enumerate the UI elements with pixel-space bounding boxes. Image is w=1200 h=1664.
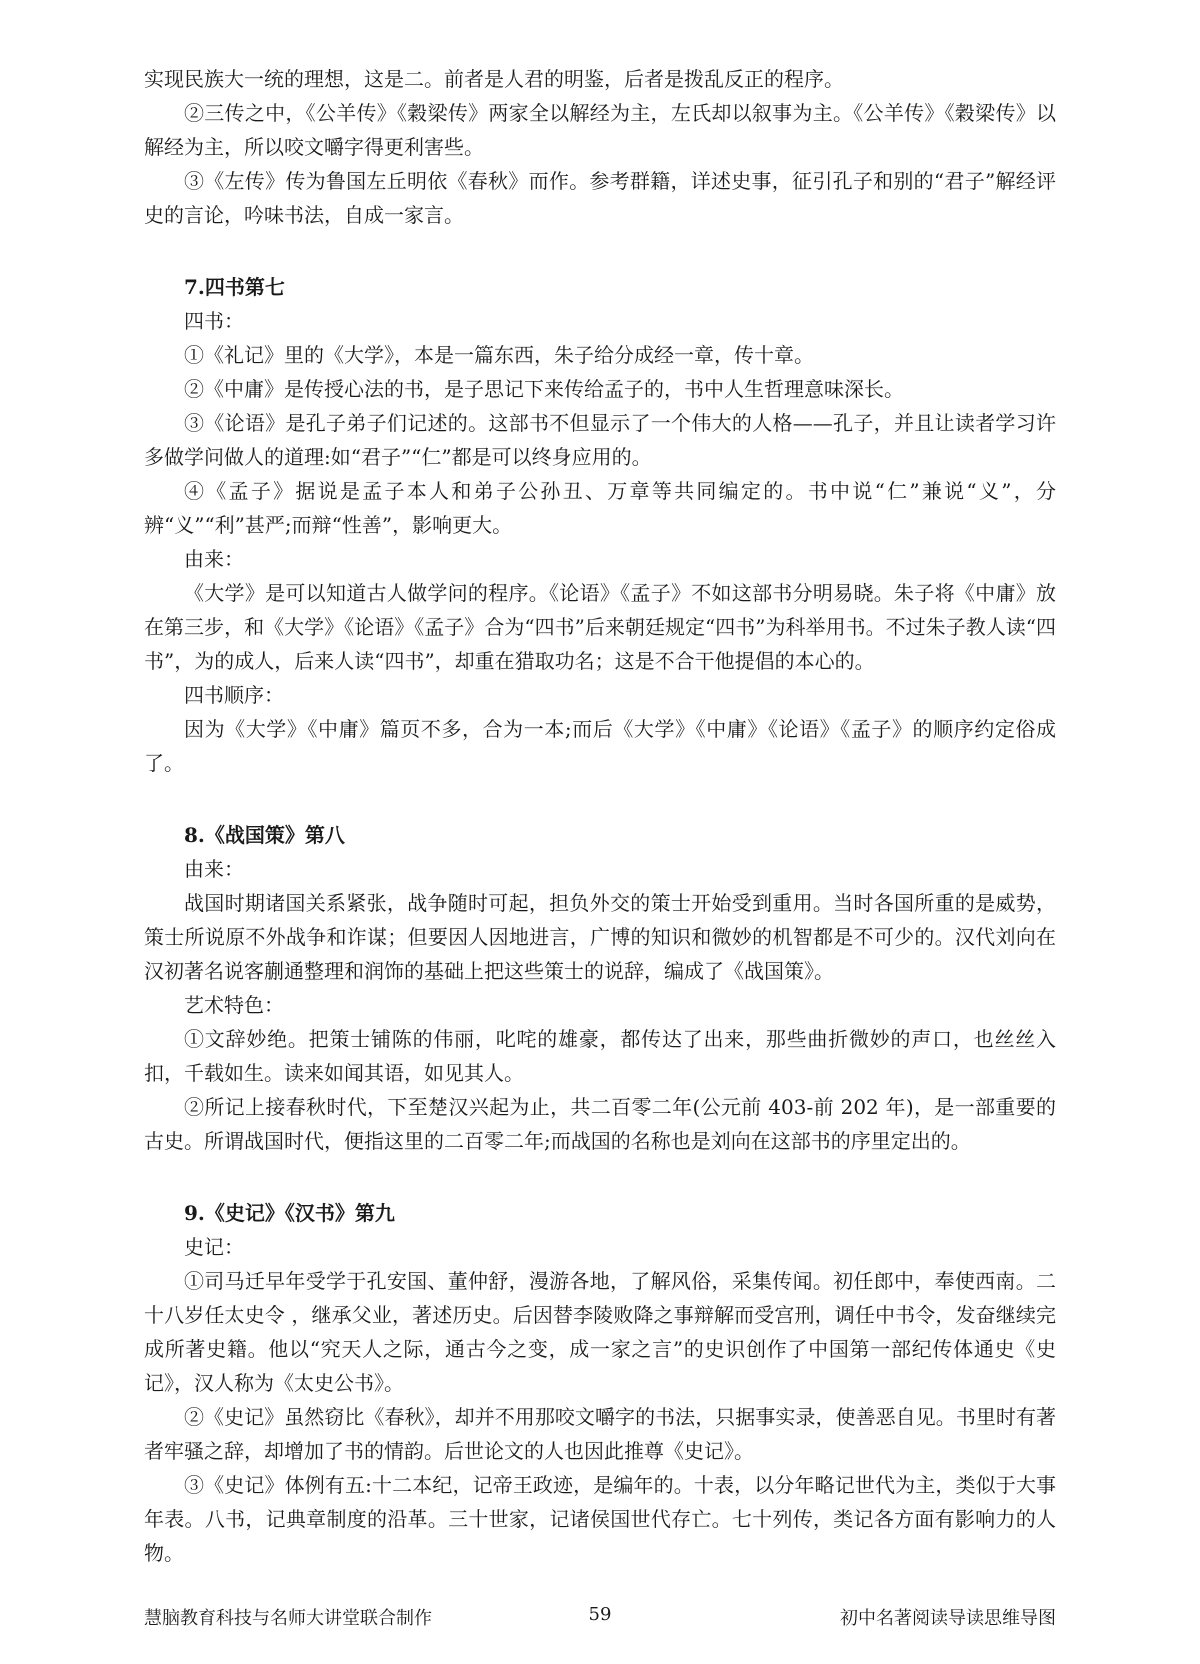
section-gap: [144, 780, 1056, 818]
page-body: [144, 62, 1056, 1570]
section-heading: 7.四书第七: [184, 275, 285, 299]
section-heading: 9.《史记》《汉书》第九: [184, 1201, 395, 1225]
paragraph: 实现民族大一统的理想，这是二。前者是人君的明鉴，后者是拨乱反正的程序。: [144, 67, 844, 91]
list-item: ②《中庸》是传授心法的书，是子思记下来传给孟子的，书中人生哲理意味深长。: [184, 377, 904, 401]
subsection-label: 四书：: [184, 309, 244, 333]
list-item: ③《史记》体例有五:十二本纪，记帝王政迹，是编年的。十表，以分年略记世代为主，类似于大事年表。八书，记典章制度的沿革。三十世家，记诸侯国世代存亡。七十列传，类记各方面有影响力的人物。: [144, 1473, 1056, 1565]
footer-publisher: 慧脑教育科技与名师大讲堂联合制作: [144, 1608, 432, 1629]
page-number: 59: [588, 1604, 612, 1625]
paragraph: 因为《大学》《中庸》篇页不多，合为一本;而后《大学》《中庸》《论语》《孟子》的顺序约定俗成了。: [144, 717, 1056, 775]
subsection-label: 史记：: [184, 1235, 244, 1259]
subsection-label: 艺术特色：: [184, 993, 284, 1017]
paragraph: 战国时期诸国关系紧张，战争随时可起，担负外交的策士开始受到重用。当时各国所重的是威势，策士所说原不外战争和诈谋；但要因人因地进言，广博的知识和微妙的机智都是不可少的。汉代刘向在汉初著名说客蒯通整理和润饰的基础上把这些策士的说辞，编成了《战国策》。: [144, 891, 1056, 983]
subsection-label: 由来：: [184, 857, 244, 881]
list-item: ②《史记》虽然窃比《春秋》，却并不用那咬文嚼字的书法，只据事实录，使善恶自见。书里时有著者牢骚之辞，却增加了书的情韵。后世论文的人也因此推尊《史记》。: [144, 1405, 1056, 1463]
list-item: ①《礼记》里的《大学》，本是一篇东西，朱子给分成经一章，传十章。: [184, 343, 814, 367]
section-heading: 8.《战国策》第八: [184, 823, 345, 847]
footer-book-title: 初中名著阅读导读思维导图: [840, 1608, 1056, 1629]
list-item: ①文辞妙绝。把策士铺陈的伟丽，叱咤的雄豪，都传达了出来，那些曲折微妙的声口，也丝丝入扣，千载如生。读来如闻其语，如见其人。: [144, 1027, 1056, 1085]
subsection-label: 由来：: [184, 547, 244, 571]
section-gap: [144, 232, 1056, 270]
paragraph: ②三传之中，《公羊传》《穀梁传》两家全以解经为主，左氏却以叙事为主。《公羊传》《穀梁传》以解经为主，所以咬文嚼字得更利害些。: [144, 101, 1056, 159]
list-item: ④《孟子》据说是孟子本人和弟子公孙丑、万章等共同编定的。书中说“仁”兼说“义”，分辨“义”“利”甚严;而辩“性善”，影响更大。: [144, 479, 1056, 537]
list-item: ②所记上接春秋时代，下至楚汉兴起为止，共二百零二年(公元前 403-前 202 年)，是一部重要的古史。所谓战国时代，便指这里的二百零二年;而战国的名称也是刘向在这部书的序里定出的。: [144, 1095, 1056, 1153]
page-footer: [144, 1604, 1056, 1634]
subsection-label: 四书顺序：: [184, 683, 284, 707]
paragraph: ③《左传》传为鲁国左丘明依《春秋》而作。参考群籍，详述史事，征引孔子和别的“君子”解经评史的言论，吟味书法，自成一家言。: [144, 169, 1056, 227]
list-item: ③《论语》是孔子弟子们记述的。这部书不但显示了一个伟大的人格——孔子，并且让读者学习许多做学问做人的道理:如“君子”“仁”都是可以终身应用的。: [144, 411, 1056, 469]
list-item: ①司马迁早年受学于孔安国、董仲舒，漫游各地，了解风俗，采集传闻。初任郎中，奉使西南。二十八岁任太史令 ，继承父业，著述历史。后因替李陵败降之事辩解而受宫刑，调任中书令，发奋继续完成所著史籍。他以“究天人之际，通古今之变，成一家之言”的史识创作了中国第一部纪传体通史《史记》，汉人称为《太史公书》。: [144, 1269, 1056, 1395]
paragraph: 《大学》是可以知道古人做学问的程序。《论语》《孟子》不如这部书分明易晓。朱子将《中庸》放在第三步，和《大学》《论语》《孟子》合为“四书”后来朝廷规定“四书”为科举用书。不过朱子教人读“四书”，为的成人，后来人读“四书”，却重在猎取功名；这是不合干他提倡的本心的。: [144, 581, 1056, 673]
section-gap: [144, 1158, 1056, 1196]
